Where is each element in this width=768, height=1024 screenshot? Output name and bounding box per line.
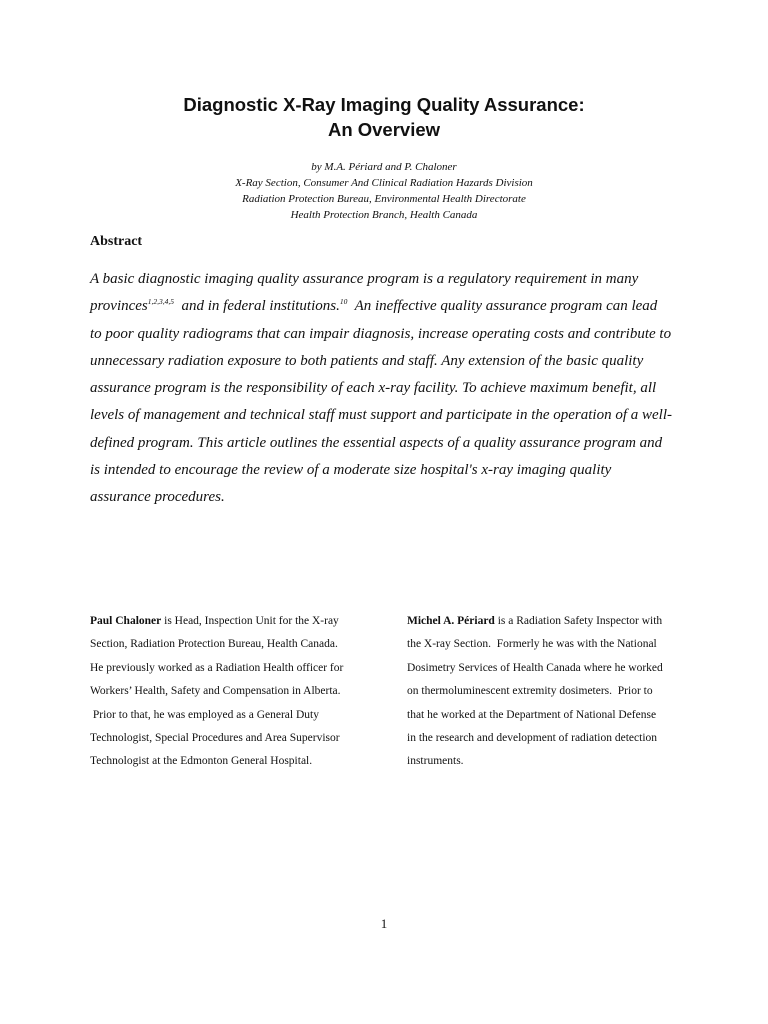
- author-byline: [0, 159, 768, 223]
- bio-line: Dosimetry Services of Health Canada where he worked: [407, 661, 663, 674]
- byline-bureau: Radiation Protection Bureau, Environmental Health Directorate: [242, 193, 526, 205]
- bio-line: He previously worked as a Radiation Health officer for: [90, 661, 344, 674]
- abstract-line: levels of management and technical staff must support and participate in the operation of a well-: [90, 407, 673, 424]
- abstract-paragraph: [90, 266, 690, 512]
- bio-line: Workers’ Health, Safety and Compensation in Alberta.: [90, 685, 341, 698]
- bio-line: instruments.: [407, 755, 464, 768]
- author-bio-chaloner: [90, 610, 380, 774]
- bio-line: the X-ray Section. Formerly he was with the National: [407, 638, 657, 651]
- byline-authors: by M.A. Périard and P. Chaloner: [311, 161, 457, 173]
- author-bio-periard: [407, 610, 697, 774]
- bio-line: Section, Radiation Protection Bureau, Health Canada.: [90, 638, 338, 651]
- abstract-line: assurance program is the responsibility of each x-ray facility. To achieve maximum benefit, all: [90, 380, 657, 397]
- bio-text: is a Radiation Safety Inspector with: [494, 615, 663, 627]
- title-line-2: An Overview: [327, 119, 441, 140]
- abstract-line: unnecessary radiation exposure to both patients and staff. Any extension of the basic quality: [90, 352, 644, 369]
- document-title: [0, 92, 768, 142]
- citation-superscript: 1,2,3,4,5: [147, 297, 175, 307]
- bio-line: [407, 610, 697, 633]
- byline-branch: Health Protection Branch, Health Canada: [290, 209, 478, 221]
- bio-line: [90, 610, 380, 633]
- page-number: 1: [380, 916, 388, 931]
- abstract-line: [90, 293, 690, 320]
- bio-line: Prior to that, he was employed as a General Duty: [90, 708, 319, 721]
- bio-line: Technologist at the Edmonton General Hospital.: [90, 755, 313, 768]
- abstract-line: assurance procedures.: [90, 489, 225, 506]
- title-line-1: Diagnostic X-Ray Imaging Quality Assurance:: [183, 94, 585, 115]
- citation-superscript: 10: [339, 297, 348, 307]
- byline-section: X-Ray Section, Consumer And Clinical Radiation Hazards Division: [235, 177, 533, 189]
- bio-line: on thermoluminescent extremity dosimeters. Prior to: [407, 685, 653, 698]
- abstract-line: to poor quality radiograms that can impair diagnosis, increase operating costs and contribute to: [90, 325, 672, 342]
- bio-text: is Head, Inspection Unit for the X-ray: [161, 615, 339, 627]
- abstract-line: is intended to encourage the review of a moderate size hospital's x-ray imaging quality: [90, 462, 612, 479]
- abstract-heading: Abstract: [90, 234, 143, 249]
- abstract-text: provinces: [90, 298, 148, 315]
- bio-author-name: Michel A. Périard: [407, 615, 495, 627]
- abstract-text: and in federal institutions.: [174, 298, 340, 315]
- bio-line: in the research and development of radiation detection: [407, 732, 658, 745]
- bio-line: that he worked at the Department of National Defense: [407, 708, 657, 721]
- abstract-line: defined program. This article outlines the essential aspects of a quality assurance program and: [90, 434, 663, 451]
- abstract-line: A basic diagnostic imaging quality assurance program is a regulatory requirement in many: [90, 271, 639, 287]
- abstract-text: An ineffective quality assurance program can lead: [347, 298, 658, 315]
- bio-author-name: Paul Chaloner: [90, 615, 162, 627]
- bio-line: Technologist, Special Procedures and Area Supervisor: [90, 732, 340, 745]
